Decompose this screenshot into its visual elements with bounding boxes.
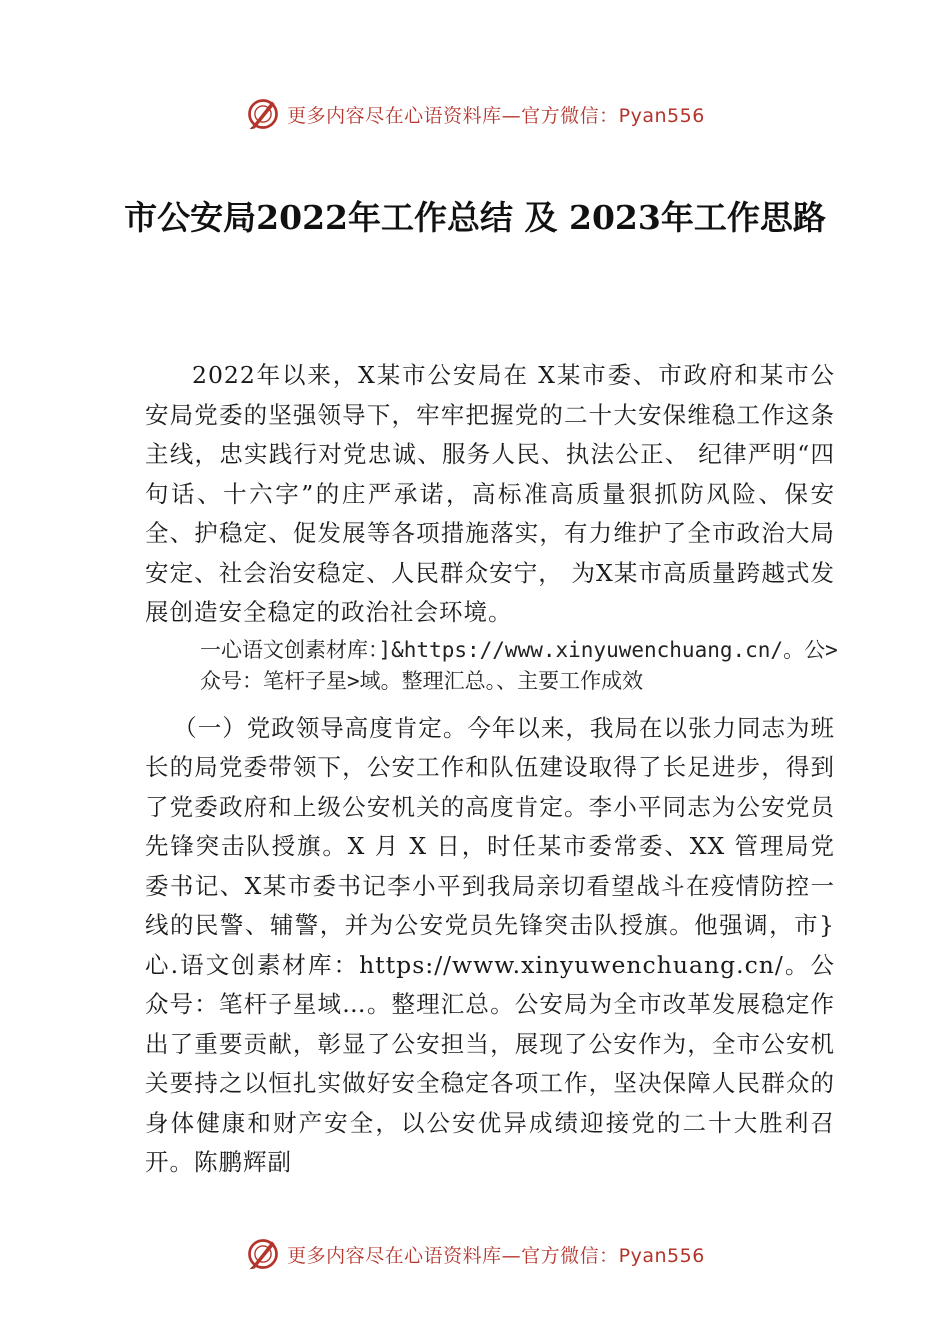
- banner-text: 更多内容尽在心语资料库—官方微信：Pyan556: [287, 104, 705, 127]
- header-watermark-banner: [0, 92, 950, 136]
- pen-logo-icon: [245, 1236, 281, 1272]
- document-body: [145, 356, 838, 1183]
- intro-paragraph: 2022年以来，X某市公安局在 X某市委、市政府和某市公安局党委的坚强领导下，牢牢把握党的二十大安保维稳工作这条主线，忠实践行对党忠诚、服务人民、执法公正、 纪律严明“四句话、十六字”的庄严承诺，高标准高质量狠抓防风险、保安全、护稳定、促发展等各项措施落实，有力维护了全市政治大局安定、社会治安稳定、人民群众安宁， 为X某市高质量跨越式发展创造安全稳定的政治社会环境。: [145, 361, 835, 626]
- document-title: 市公安局2022年工作总结 及 2023年工作思路: [124, 198, 826, 237]
- section-one-paragraph: （一）党政领导高度肯定。今年以来，我局在以张力同志为班长的局党委带领下，公安工作和队伍建设取得了长足进步，得到了党委政府和上级公安机关的高度肯定。李小平同志为公安党员先锋突击队授旗。X 月 X 日，时任某市委常委、XX 管理局党委书记、X某市委书记李小平到我局亲切看望战斗在疫情防控一线的民警、辅警，并为公安党员先锋突击队授旗。他强调，市}心.语文创素材库：https://www.xinyuwenchuang.cn/。公众号：笔杆子星域…。整理汇总。公安局为全市改革发展稳定作出了重要贡献，彰显了公安担当，展现了公安作为，全市公安机关要持之以恒扎实做好安全稳定各项工作，坚决保障人民群众的身体健康和财产安全，以公安优异成绩迎接党的二十大胜利召开。陈鹏辉副: [145, 713, 835, 1176]
- footer-watermark-banner: [0, 1232, 950, 1276]
- banner-text: 更多内容尽在心语资料库—官方微信：Pyan556: [287, 1244, 705, 1267]
- pen-logo-icon: [245, 96, 281, 132]
- source-note: 一心语文创素材库：]&https://www.xinyuwenchuang.cn/。公>众号：笔杆子星>域。整理汇总。、主要工作成效: [200, 637, 838, 693]
